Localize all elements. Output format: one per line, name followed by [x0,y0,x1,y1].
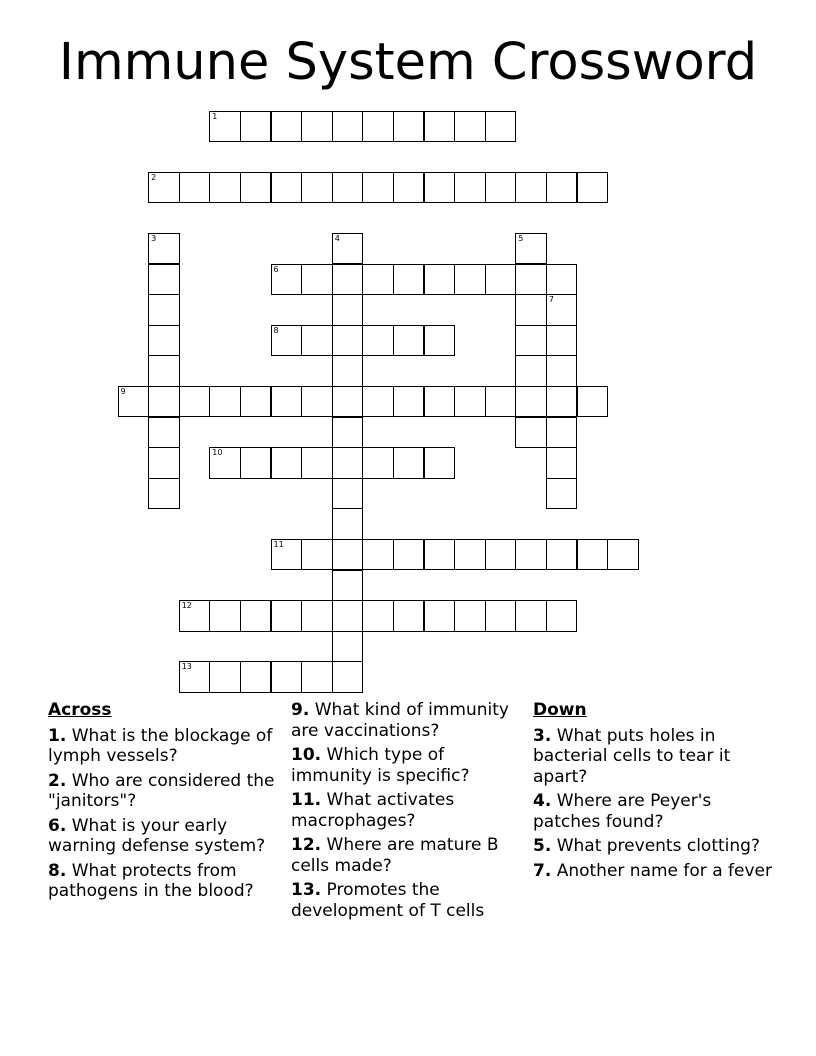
grid-cell[interactable] [271,172,303,204]
grid-cell[interactable] [393,539,425,571]
grid-cell[interactable] [332,233,364,265]
grid-cell[interactable] [148,386,180,418]
grid-cell[interactable] [393,325,425,357]
grid-cell[interactable] [301,111,333,143]
across-clues-column-2 [291,700,527,925]
grid-cell[interactable] [301,386,333,418]
grid-cell[interactable] [454,600,486,632]
grid-cell[interactable] [332,478,364,510]
grid-cell[interactable] [148,233,180,265]
grid-cell[interactable] [271,111,303,143]
grid-cell[interactable] [362,172,394,204]
grid-cell[interactable] [515,264,547,296]
grid-cell[interactable] [546,294,578,326]
grid-cell[interactable] [362,447,394,479]
grid-cell[interactable] [209,386,241,418]
grid-cell[interactable] [240,447,272,479]
clue-down-4: 4. Where are Peyer's patches found? [533,791,712,832]
grid-cell[interactable] [209,600,241,632]
clue-across-10: 10. Which type of immunity is specific? [291,745,470,786]
grid-cell[interactable] [607,539,639,571]
grid-cell[interactable] [332,172,364,204]
grid-cell[interactable] [301,539,333,571]
grid-cell[interactable] [271,264,303,296]
grid-cell[interactable] [485,264,517,296]
clue-number: 9 [120,386,126,396]
grid-cell[interactable] [332,539,364,571]
grid-cell[interactable] [332,325,364,357]
grid-cell[interactable] [577,172,609,204]
grid-cell[interactable] [485,600,517,632]
grid-cell[interactable] [301,172,333,204]
grid-cell[interactable] [515,294,547,326]
grid-cell[interactable] [332,447,364,479]
clue-number: 8 [273,325,279,335]
grid-cell[interactable] [240,172,272,204]
grid-cell[interactable] [546,264,578,296]
grid-cell[interactable] [515,325,547,357]
across-header: Across [48,700,112,720]
grid-cell[interactable] [454,264,486,296]
grid-cell[interactable] [240,386,272,418]
grid-cell[interactable] [362,111,394,143]
clue-across-9: 9. What kind of immunity are vaccinations? [291,700,509,741]
grid-cell[interactable] [240,111,272,143]
grid-cell[interactable] [546,447,578,479]
grid-cell[interactable] [362,600,394,632]
clue-across-1: 1. What is the blockage of lymph vessels? [48,725,273,766]
grid-cell[interactable] [577,386,609,418]
grid-cell[interactable] [546,417,578,449]
grid-cell[interactable] [546,355,578,387]
grid-cell[interactable] [393,447,425,479]
grid-cell[interactable] [271,447,303,479]
grid-cell[interactable] [301,447,333,479]
grid-cell[interactable] [485,539,517,571]
grid-cell[interactable] [546,539,578,571]
grid-cell[interactable] [240,661,272,693]
clue-number: 12 [181,601,192,611]
grid-cell[interactable] [454,172,486,204]
grid-cell[interactable] [179,172,211,204]
grid-cell[interactable] [148,172,180,204]
page-title: Immune System Crossword [58,33,758,92]
grid-cell[interactable] [179,661,211,693]
grid-cell[interactable] [118,386,150,418]
grid-cell[interactable] [271,325,303,357]
grid-cell[interactable] [209,111,241,143]
grid-cell[interactable] [424,600,456,632]
grid-cell[interactable] [362,325,394,357]
grid-cell[interactable] [393,386,425,418]
grid-cell[interactable] [515,600,547,632]
grid-cell[interactable] [515,417,547,449]
grid-cell[interactable] [148,447,180,479]
grid-cell[interactable] [393,600,425,632]
clue-across-2: 2. Who are considered the "janitors"? [48,770,275,811]
grid-cell[interactable] [209,661,241,693]
clue-number: 3 [151,233,157,243]
clue-down-5: 5. What prevents clotting? [533,836,760,856]
clue-across-11: 11. What activates macrophages? [291,790,455,831]
clue-down-3: 3. What puts holes in bacterial cells to tear it apart? [533,725,731,787]
grid-cell[interactable] [332,294,364,326]
grid-cell[interactable] [393,264,425,296]
clue-number: 10 [212,448,223,458]
grid-cell[interactable] [209,447,241,479]
grid-cell[interactable] [454,111,486,143]
grid-cell[interactable] [271,539,303,571]
clue-down-7: 7. Another name for a fever [533,860,772,881]
grid-cell[interactable] [301,661,333,693]
grid-cell[interactable] [148,325,180,357]
across-clues-column-1 [48,700,288,906]
grid-cell[interactable] [362,386,394,418]
grid-cell[interactable] [424,172,456,204]
grid-cell[interactable] [332,111,364,143]
grid-cell[interactable] [362,264,394,296]
grid-cell[interactable] [301,600,333,632]
grid-cell[interactable] [332,508,364,540]
grid-cell[interactable] [301,264,333,296]
clue-across-12: 12. Where are mature B cells made? [291,835,499,876]
grid-cell[interactable] [332,264,364,296]
grid-cell[interactable] [424,111,456,143]
grid-cell[interactable] [546,386,578,418]
grid-cell[interactable] [332,570,364,602]
grid-cell[interactable] [332,661,364,693]
clue-across-6: 6. What is your early warning defense system? [48,815,266,856]
grid-cell[interactable] [546,478,578,510]
clue-across-8: 8. What protects from pathogens in the blood? [48,860,254,901]
clue-number: 7 [548,295,554,305]
grid-cell[interactable] [393,111,425,143]
clue-number: 2 [151,172,157,182]
grid-cell[interactable] [546,172,578,204]
grid-cell[interactable] [485,386,517,418]
grid-cell[interactable] [485,111,517,143]
clue-across-13: 13. Promotes the development of T cells [291,880,485,921]
grid-cell[interactable] [454,386,486,418]
grid-cell[interactable] [179,600,211,632]
grid-cell[interactable] [148,417,180,449]
grid-cell[interactable] [515,172,547,204]
grid-cell[interactable] [393,172,425,204]
grid-cell[interactable] [332,355,364,387]
down-clues-column [533,700,773,885]
clue-number: 6 [273,264,279,274]
grid-cell[interactable] [301,325,333,357]
grid-cell[interactable] [424,386,456,418]
grid-cell[interactable] [515,355,547,387]
grid-cell[interactable] [179,386,211,418]
grid-cell[interactable] [240,600,272,632]
grid-cell[interactable] [485,172,517,204]
grid-cell[interactable] [454,539,486,571]
grid-cell[interactable] [424,539,456,571]
down-header: Down [533,700,587,720]
grid-cell[interactable] [148,294,180,326]
clue-number: 1 [212,111,218,121]
grid-cell[interactable] [271,386,303,418]
clue-number: 5 [518,233,524,243]
grid-cell[interactable] [362,539,394,571]
grid-cell[interactable] [332,386,364,418]
grid-cell[interactable] [577,539,609,571]
grid-cell[interactable] [148,478,180,510]
grid-cell[interactable] [209,172,241,204]
grid-cell[interactable] [424,264,456,296]
clue-number: 4 [334,233,340,243]
grid-cell[interactable] [332,631,364,663]
grid-cell[interactable] [515,386,547,418]
grid-cell[interactable] [424,447,456,479]
grid-cell[interactable] [515,539,547,571]
grid-cell[interactable] [148,264,180,296]
grid-cell[interactable] [546,600,578,632]
clue-number: 13 [181,662,192,672]
grid-cell[interactable] [332,417,364,449]
grid-cell[interactable] [271,600,303,632]
grid-cell[interactable] [271,661,303,693]
clue-number: 11 [273,539,284,549]
grid-cell[interactable] [515,233,547,265]
grid-cell[interactable] [148,355,180,387]
grid-cell[interactable] [424,325,456,357]
grid-cell[interactable] [332,600,364,632]
grid-cell[interactable] [546,325,578,357]
